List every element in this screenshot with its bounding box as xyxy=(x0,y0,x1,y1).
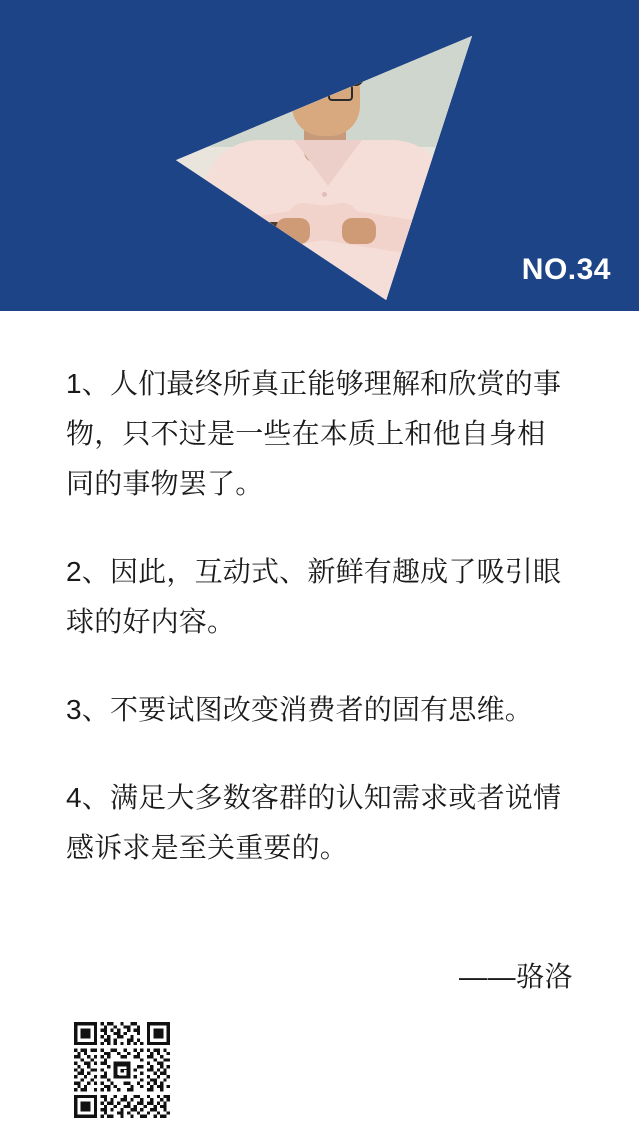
quote-paragraph-2: 2、因此，互动式、新鲜有趣成了吸引眼球的好内容。 xyxy=(66,556,562,637)
qr-code[interactable] xyxy=(74,1022,170,1118)
shirt-button xyxy=(322,264,327,269)
qr-code-image xyxy=(74,1022,170,1118)
glasses-left-lens-icon xyxy=(295,84,320,101)
glasses-bridge-icon xyxy=(320,91,328,94)
collar-left-shape xyxy=(294,140,328,186)
portrait-photo xyxy=(176,36,472,300)
hand-left-shape xyxy=(342,218,376,244)
quote-body xyxy=(0,311,639,873)
quote-paragraph-4: 4、满足大多数客群的认知需求或者说情感诉求是至关重要的。 xyxy=(66,782,562,863)
hand-right-shape xyxy=(276,218,310,244)
shirt-button xyxy=(322,192,327,197)
hair-shape xyxy=(288,50,364,86)
quote-paragraph-3: 3、不要试图改变消费者的固有思维。 xyxy=(66,694,533,725)
quote-attribution: ——骆洛 xyxy=(458,961,573,992)
portrait-illustration xyxy=(176,36,472,300)
quote-paragraph-1: 1、人们最终所真正能够理解和欣赏的事物，只不过是一些在本质上和他自身相同的事物罢了。 xyxy=(66,368,562,499)
collar-right-shape xyxy=(328,140,362,186)
issue-number: NO.34 xyxy=(521,253,611,286)
glasses-right-lens-icon xyxy=(328,84,353,101)
header-banner xyxy=(0,0,639,311)
